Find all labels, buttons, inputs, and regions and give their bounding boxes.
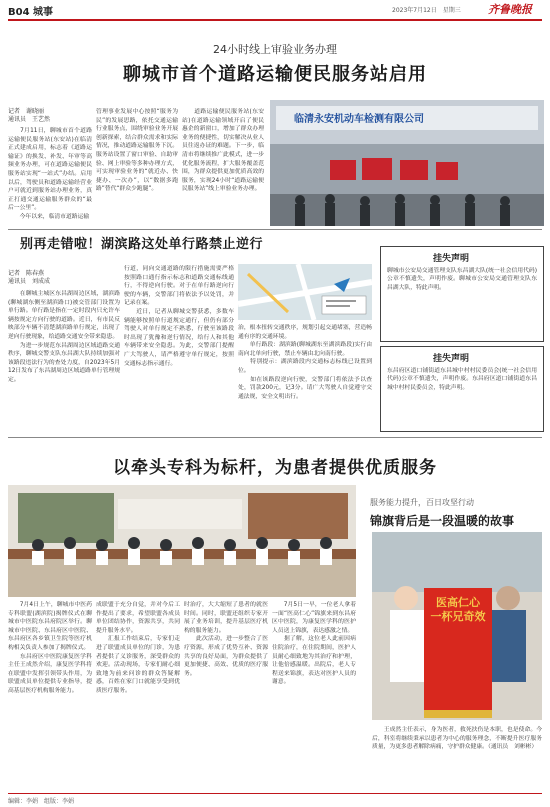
header-rule (8, 19, 542, 21)
lost-notice-1-title: 挂失声明 (433, 254, 470, 264)
article1-kicker: 24小时线上审验业务办理 (213, 43, 337, 56)
article3-photo (8, 485, 356, 597)
footer-editor: 编辑：李娟 组版：李娟 (8, 798, 75, 805)
article1-byline-corr: 通讯员 王艺然 (8, 116, 51, 123)
section-label: B04 城事 (8, 7, 54, 18)
lost-notice-2 (380, 346, 544, 432)
article3-col5: 王成然主任表示，身为医者，救死扶伤是本职，也是使命。今后，科室将继续秉承以患者为中心的服务理念，不断提升医疗服务质量，为更多患者解除病痛，守护群众健康。（通讯员 刘彬彬） (372, 727, 542, 751)
article3-sub-title: 锦旗背后是一段温暖的故事 (370, 514, 515, 528)
article3-col3: 时治疗，大大缩短了患者的就医时间。同时，联盟还组织专家开展了业务培训，提升基层医疗机构的服务能力。 此次活动，进一步整合了医疗资源，形成了优势互补、资源共享的良好局面，为群众提供了更加便捷、高效、优质的医疗服务。 (184, 602, 268, 677)
issue-date: 2023年7月12日 星期三 (392, 7, 461, 14)
article2-col3: 治，根本扭转交通秩序，规划引起交通堵塞，营造畅通有序的交通环境。 单行路段：湖滨路(聊城湖东至湖滨路段)实行由南向北单向行驶，禁止车辆由北向南行驶。 特别提示：湖滨路段内交通标志标线已设置到位。 如在该路段逆向行驶，交警部门将依法予以查处，罚款200元，记3分。请广大驾驶人自觉遵守交通法规，安全文明出行。 (238, 325, 372, 400)
banner-photo (372, 532, 542, 720)
article1-headline: 聊城市首个道路运输便民服务站启用 (123, 64, 427, 85)
lost-notice-2-text: 东昌府区道口铺街道东昌城中村村民委员会(统一社会信用代码)公章不慎遗失，声明作废。东昌府区道口铺街道东昌城中村村民委员会，特此声明。 (387, 368, 537, 391)
article2-byline-corr: 通讯员 刘成成 (8, 278, 51, 285)
article3-col2: 成联盟于充分自觉，并对今后工作提出了要求，希望联盟各成员单位团结协作，资源共享，共同提升服务水平。 汇报工作结束后，专家们走进了联盟成员单位的门诊，为患者提供了义诊服务，深受群众的欢迎。活动现场，专家们耐心细致地为前来问诊的群众答疑解惑，百姓在家门口就能享受到优质医疗服务。 (96, 602, 180, 694)
article1-col3: 道路运输便民服务站(东安站)在道路运输领域开启了便民惠企的新窗口，增加了群众办理业务的便捷性，切实解决从业人员往返办证的难题。下一步，临清市将继续推广此模式，进一步优化服务流程，扩大服务覆盖范围，为群众提供更加优质高效的服务，实现24小时“道路运输便民服务站”线上审验业务办理。 (182, 109, 264, 193)
footer-rule (8, 793, 542, 794)
newspaper-logo: 齐鲁晚报 (488, 3, 532, 16)
article2-byline-reporter: 记者 陈春燕 (8, 270, 45, 277)
article3-headline: 以牵头专科为标杆，为患者提供优质服务 (113, 458, 437, 478)
lost-notice-2-title: 挂失声明 (433, 354, 470, 364)
banner-text: 医高仁心 一杯兄奇效 (430, 596, 491, 623)
article2-col1: 在聊城主城区东昌湖周边区域，湖滨路(聊城湖东侧至湖滨路口)被交管部门设置为单行路。单行路是指在一定时段内只允许车辆按规定方向行驶的道路。近日，有市民反映部分车辆不清楚湖滨路单行规定，出现了逆向行驶现象，给道路交通安全带来隐患。 为进一步规范东昌湖周边区域道路交通秩序，聊城交警支队东昌湖大队持续加强对该路段违法行为的查处力度，自2023年5月12日发布了东昌湖周边区域道路单行管理规定。 (8, 291, 120, 383)
map-figure (238, 264, 372, 320)
article3-col4: 7月5日一早，一位老人拿着一面“医高仁心”锦旗来到东昌府区中医院，为康复医学科的医护人员送上锦旗，表达感激之情。 据了解，这位老人此前因病住院治疗，在住院期间，医护人员耐心细致地为其治疗和护理，让他倍感温暖。出院后，老人专程送来锦旗，表达对医护人员的谢意。 (272, 602, 356, 686)
section-divider-1 (8, 229, 542, 230)
photo-banner-text: 临清永安机动车检测有限公司 (294, 114, 424, 125)
article1-col1: 7月11日，聊城市首个道路运输便民服务站(东安站)在临清正式建成启用，标志着《道路运输证》的换发、补发、年审等高频业务办理，可在道路运输便民服务站实现“一站式”办结。启用以后，驾驶员和道路运输经营业户可就近到服务站办理业务，真正打通交通运输服务群众的“最后一公里”。 今年以来，临清市道路运输 (8, 128, 92, 220)
article2-col2: 行道，同向交通道路的限行措施需要严格按照路口通行指示标志和道路交通标线通行，不得逆向行驶。对于在单行路逆向行驶的车辆，交警部门将依法予以处罚，并记录在案。 近日，记者从聊城交警获悉，多数车辆能够按照单行道规定通行，但仍有部分驾驶人对单行规定不熟悉，行驶至该路段时出现了犹豫和逆行情况，给行人和其他车辆带来安全隐患。为此，交警部门提醒广大驾驶人，请严格遵守单行规定，按照交通标志指示通行。 (124, 266, 234, 367)
article3-sub-kicker: 服务能力提升，百日攻坚行动 (370, 498, 474, 507)
article3-col1: 7月4日上午，聊城市中医药专科联盟(湖滨院)揭牌仪式在聊城市中医院东昌府院区举行。聊城市中医院、东昌府区中医院、东昌府区各乡镇卫生院等医疗机构相关负责人参加了揭牌仪式。 东昌府区中医院康复医学科主任王成然介绍，康复医学科将在联盟中发挥引领带头作用，为联盟成员单位提供专业指导，提高基层医疗机构服务能力。 (8, 602, 92, 694)
article1-photo (270, 100, 544, 226)
lost-notice-1-text: 聊城市公安局交通管理支队东昌湖大队(统一社会信用代码)公章不慎遗失，声明作废。聊城市公安局交通管理支队东昌湖大队，特此声明。 (387, 268, 537, 291)
section-divider-2 (8, 437, 542, 438)
lost-notice-1 (380, 246, 544, 342)
article1-byline-reporter: 记者 谢晓丽 (8, 108, 45, 115)
article2-headline: 别再走错啦！湖滨路这处单行路禁止逆行 (20, 237, 264, 252)
article1-col2: 管理事业发展中心按照“服务为民”的发展思路，依托交通运输行业服务点，围绕审验业务开展创新探索，结合群众需求和实际情况，推动道路运输服务下沉。服务站设置了窗口审验、自助审验、网上审验等多种办理方式，可实现审验业务的“就近办、快捷办、一次办”，以“数据多跑路”替代“群众少跑腿”。 (96, 109, 178, 193)
